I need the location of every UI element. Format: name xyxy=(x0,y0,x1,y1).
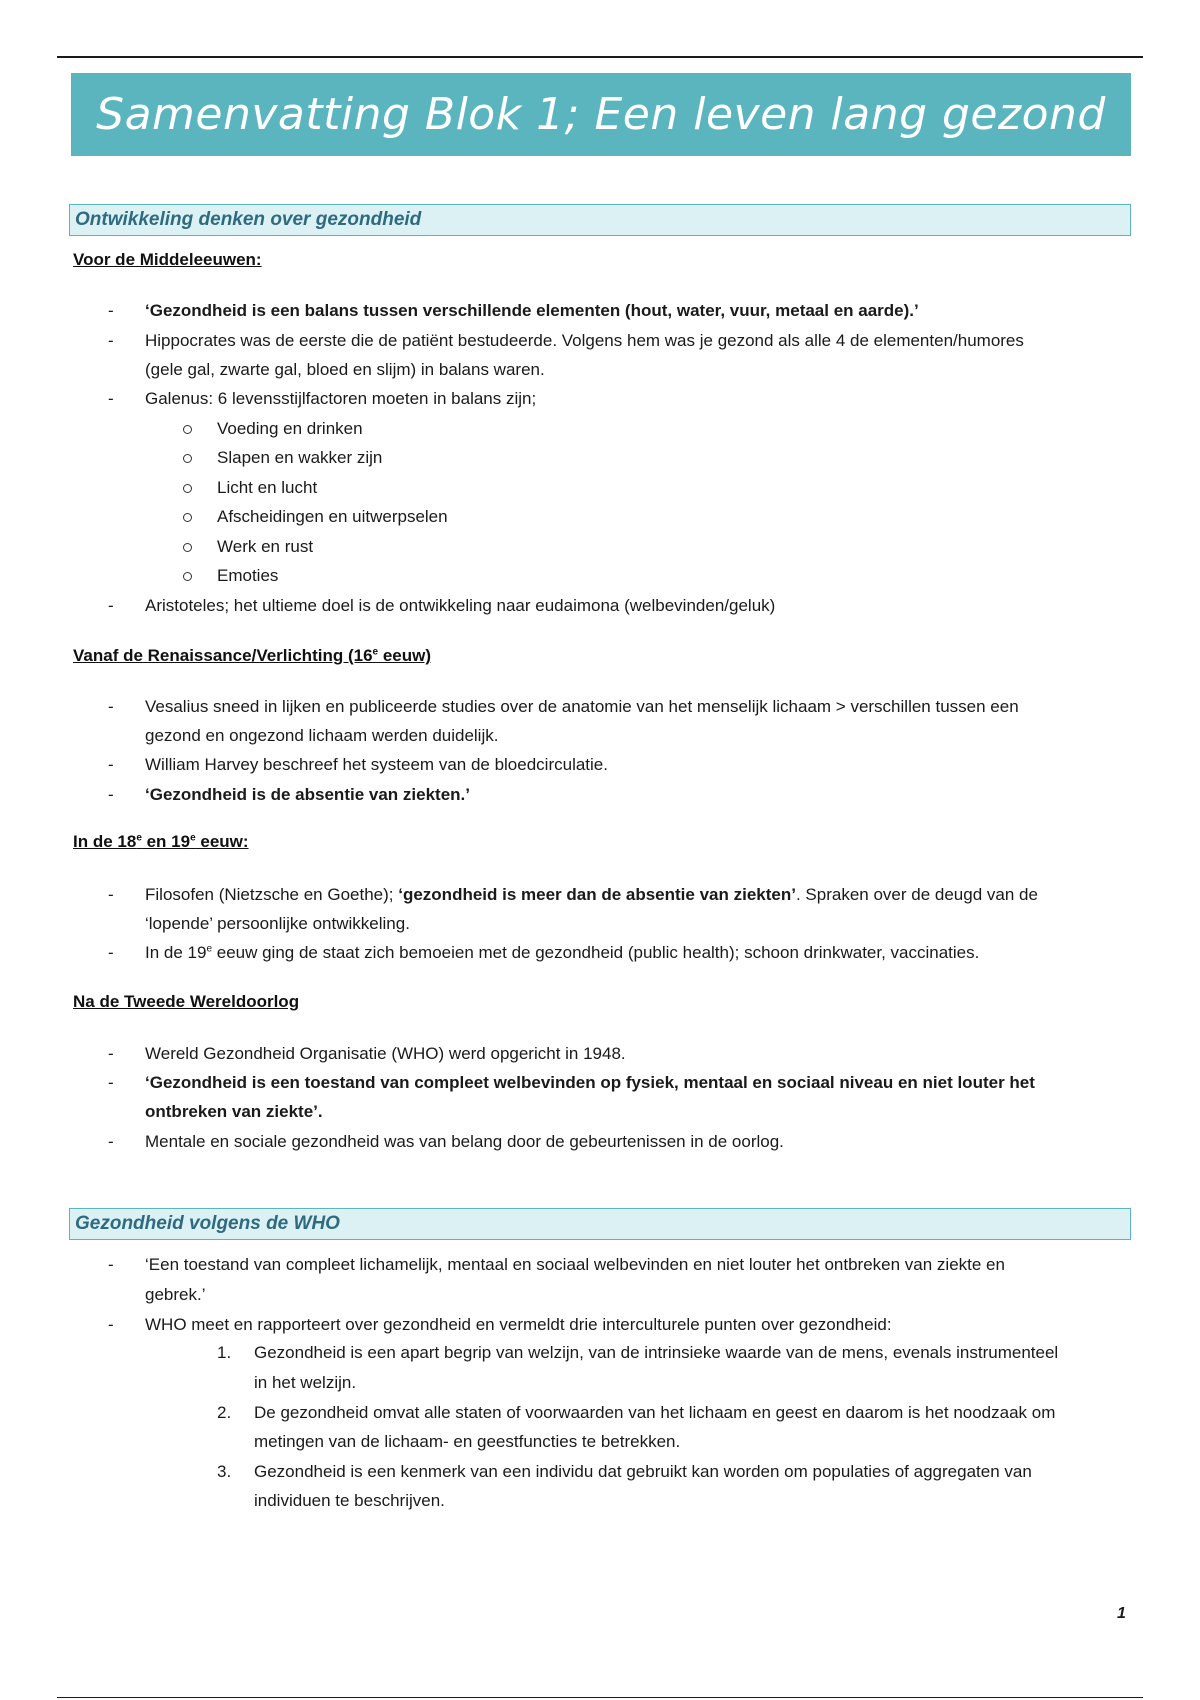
circle-bullet-icon xyxy=(183,543,192,552)
title-banner xyxy=(71,73,1131,156)
document-title: Samenvatting Blok 1; Een leven lang gezond xyxy=(96,89,1106,140)
subheading-renaissance: Vanaf de Renaissance/Verlichting (16e eeuw) xyxy=(73,646,431,665)
circle-bullet-icon xyxy=(183,572,192,581)
subheading-18e-19e-eeuw: In de 18e en 19e eeuw: xyxy=(73,832,249,851)
top-rule xyxy=(57,56,1143,58)
section-heading-ontwikkeling: Ontwikkeling denken over gezondheid xyxy=(69,204,1131,236)
circle-bullet-icon xyxy=(183,454,192,463)
section-heading-who: Gezondheid volgens de WHO xyxy=(69,1208,1131,1240)
bottom-rule xyxy=(57,1697,1143,1698)
page-number: 1 xyxy=(1117,1605,1126,1622)
circle-bullet-icon xyxy=(183,484,192,493)
subheading-tweede-wereldoorlog: Na de Tweede Wereldoorlog xyxy=(73,992,300,1011)
subheading-middeleeuwen: Voor de Middeleeuwen: xyxy=(73,250,262,269)
circle-bullet-icon xyxy=(183,513,192,522)
circle-bullet-icon xyxy=(183,425,192,434)
